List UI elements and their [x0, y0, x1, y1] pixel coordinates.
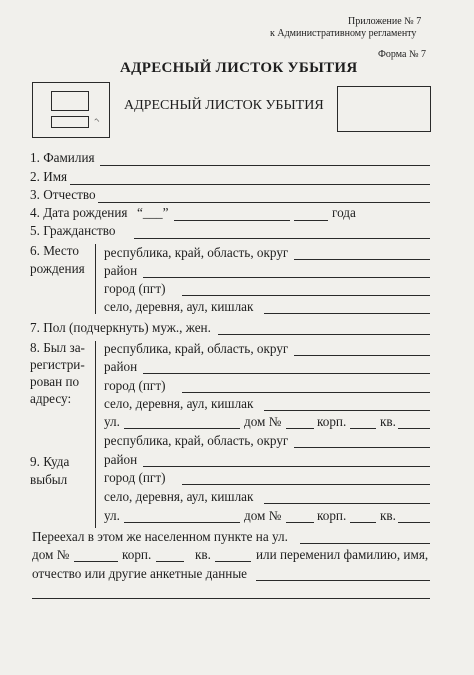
footer-flat-label: кв.	[195, 547, 211, 562]
reg-house-field[interactable]	[286, 428, 314, 429]
moved-same-label: Переехал в этом же населенном пункте на ул.	[32, 529, 288, 544]
to-city-field[interactable]	[182, 484, 430, 485]
form-number-label: Форма № 7	[378, 49, 426, 60]
reg-building-field[interactable]	[350, 428, 376, 429]
stamp-inner-bottom	[51, 116, 89, 128]
to-district-field[interactable]	[143, 466, 430, 467]
reg-district-label: район	[104, 359, 138, 374]
reg-building-label: корп.	[317, 414, 347, 429]
registered-label-2: регистри-	[30, 357, 85, 372]
registered-label-1: 8. Был за-	[30, 340, 85, 355]
reg-flat-label: кв.	[380, 414, 396, 429]
to-republic-label: республика, край, область, округ	[104, 433, 289, 448]
surname-field[interactable]	[100, 165, 430, 166]
footer-building-field[interactable]	[156, 561, 184, 562]
to-house-field[interactable]	[286, 522, 314, 523]
registered-label-3: рован по	[30, 374, 80, 389]
registered-bracket	[95, 341, 96, 435]
to-house-label: дом №	[244, 508, 282, 523]
to-flat-field[interactable]	[398, 522, 430, 523]
reg-republic-label: республика, край, область, округ	[104, 341, 289, 356]
reg-village-field[interactable]	[264, 410, 430, 411]
corner-mark-icon: ⌐	[92, 114, 103, 126]
to-village-field[interactable]	[264, 503, 430, 504]
sex-field[interactable]	[218, 334, 430, 335]
appendix-label: Приложение № 7	[348, 16, 422, 27]
changed-name-label: или переменил фамилию, имя,	[256, 547, 429, 562]
whereto-label-2: выбыл	[30, 472, 68, 487]
birth-day-field[interactable]: “___”	[137, 205, 169, 220]
photo-box	[337, 86, 431, 132]
whereto-label-1: 9. Куда	[30, 454, 70, 469]
registered-label-4: адресу:	[30, 391, 72, 406]
whereto-bracket	[95, 434, 96, 528]
year-label: года	[332, 205, 356, 220]
to-street-label: ул.	[104, 508, 120, 523]
sex-label: 7. Пол (подчеркнуть) муж., жен.	[30, 320, 211, 335]
other-data-field-2[interactable]	[32, 598, 430, 599]
other-data-field[interactable]	[256, 580, 430, 581]
reg-house-label: дом №	[244, 414, 282, 429]
birth-village-label: село, деревня, аул, кишлак	[104, 299, 254, 314]
footer-building-label: корп.	[122, 547, 152, 562]
citizenship-field[interactable]	[134, 238, 430, 239]
birthplace-label-1: 6. Место	[30, 243, 79, 258]
birth-month-field[interactable]	[174, 220, 290, 221]
reg-city-field[interactable]	[182, 392, 430, 393]
to-district-label: район	[104, 452, 138, 467]
reg-district-field[interactable]	[143, 373, 430, 374]
birth-date-label: 4. Дата рождения	[30, 205, 128, 220]
footer-house-label: дом №	[32, 547, 70, 562]
reg-flat-field[interactable]	[398, 428, 430, 429]
to-building-field[interactable]	[350, 522, 376, 523]
birth-republic-field[interactable]	[294, 259, 430, 260]
reg-city-label: город (пгт)	[104, 378, 166, 393]
stamp-inner-top	[51, 91, 89, 111]
reg-village-label: село, деревня, аул, кишлак	[104, 396, 254, 411]
reg-street-field[interactable]	[124, 428, 240, 429]
moved-street-field[interactable]	[300, 543, 430, 544]
other-data-label: отчество или другие анкетные данные	[32, 566, 248, 581]
citizenship-label: 5. Гражданство	[30, 223, 116, 238]
regulation-label: к Административному регламенту	[270, 28, 417, 39]
surname-label: 1. Фамилия	[30, 150, 95, 165]
birth-village-field[interactable]	[264, 313, 430, 314]
reg-street-label: ул.	[104, 414, 120, 429]
birth-city-field[interactable]	[182, 295, 430, 296]
to-building-label: корп.	[317, 508, 347, 523]
footer-house-field[interactable]	[74, 561, 118, 562]
to-village-label: село, деревня, аул, кишлак	[104, 489, 254, 504]
birth-year-field[interactable]	[294, 220, 328, 221]
to-street-field[interactable]	[124, 522, 240, 523]
patronymic-label: 3. Отчество	[30, 187, 96, 202]
reg-republic-field[interactable]	[294, 355, 430, 356]
birth-city-label: город (пгт)	[104, 281, 166, 296]
birthplace-label-2: рождения	[30, 261, 85, 276]
patronymic-field[interactable]	[98, 202, 430, 203]
inner-title: АДРЕСНЫЙ ЛИСТОК УБЫТИЯ	[124, 98, 324, 113]
to-flat-label: кв.	[380, 508, 396, 523]
birth-district-label: район	[104, 263, 138, 278]
name-label: 2. Имя	[30, 169, 68, 184]
stamp-box	[32, 82, 110, 138]
to-city-label: город (пгт)	[104, 470, 166, 485]
name-field[interactable]	[70, 184, 430, 185]
to-republic-field[interactable]	[294, 447, 430, 448]
birth-district-field[interactable]	[143, 277, 430, 278]
page-title: АДРЕСНЫЙ ЛИСТОК УБЫТИЯ	[120, 60, 358, 76]
birthplace-bracket	[95, 244, 96, 314]
birth-republic-label: республика, край, область, округ	[104, 245, 289, 260]
footer-flat-field[interactable]	[215, 561, 251, 562]
